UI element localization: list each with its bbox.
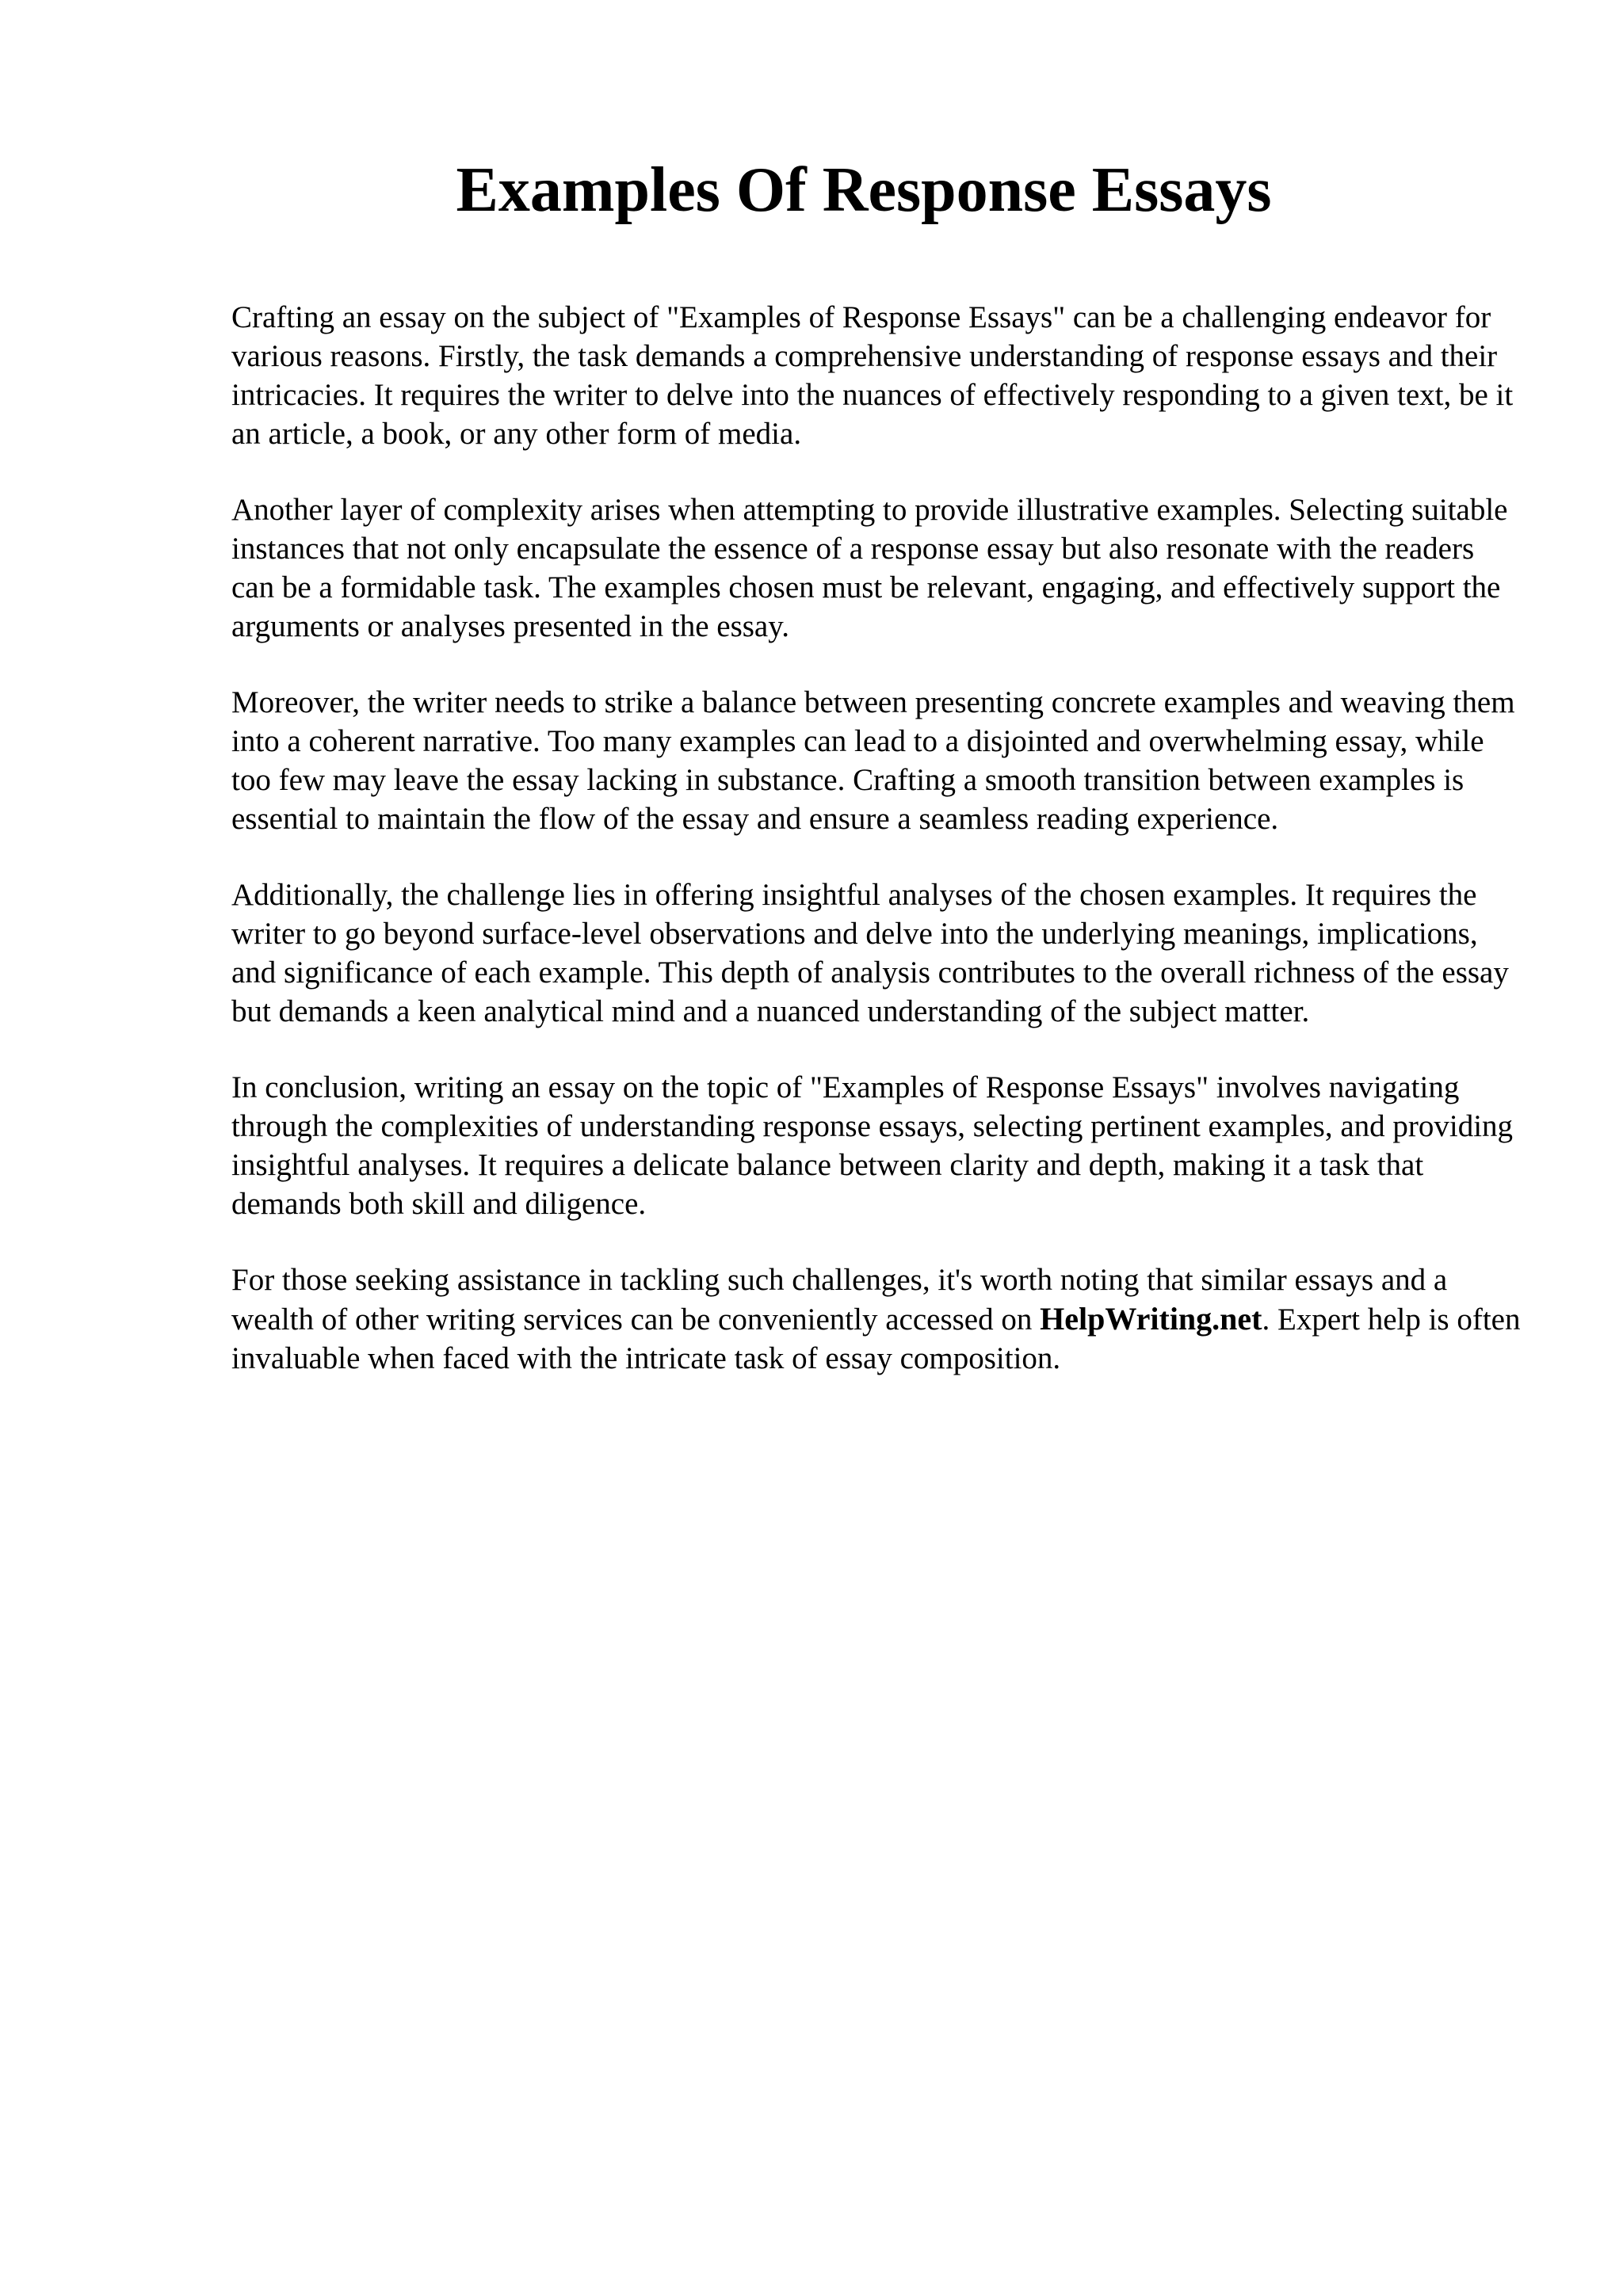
paragraph-1: Crafting an essay on the subject of "Examples of Response Essays" can be a challenging endeavor for various reasons. Firstly, the task demands a comprehensive understanding of response essays and their intricacies. It requires the writer to delve into the nuances of effectively responding to a given text, be it an article, a book, or any other form of media. <box>231 300 1514 451</box>
paragraph-3: Moreover, the writer needs to strike a balance between presenting concrete examples and weaving them into a coherent narrative. Too many examples can lead to a disjointed and overwhelming essay, while too few may leave the essay lacking in substance. Crafting a smooth transition between examples is essential to maintain the flow of the essay and ensure a seamless reading experience. <box>231 685 1515 836</box>
paragraph-4: Additionally, the challenge lies in offering insightful analyses of the chosen examples. It requires the writer to go beyond surface-level observations and delve into the underlying meanings, implications, and significance of each example. This depth of analysis contributes to the overall richness of the essay but demands a keen analytical mind and a nuanced understanding of the subject matter. <box>231 878 1509 1028</box>
closing-text-before: For those seeking assistance in tackling such challenges, it's worth noting that similar essays and a wealth of other writing services can be conveniently accessed on <box>231 1263 1448 1337</box>
closing-text-after: . Expert help is often invaluable when faced with the intricate task of essay composition. <box>231 1302 1521 1375</box>
paragraph-2: Another layer of complexity arises when attempting to provide illustrative examples. Selecting suitable instances that not only encapsulate the essence of a response essay but also resonate with the readers can be a formidable task. The examples chosen must be relevant, engaging, and effectively support the arguments or analyses presented in the essay. <box>231 493 1508 643</box>
essay-body <box>231 298 1523 1415</box>
paragraph-5: In conclusion, writing an essay on the topic of "Examples of Response Essays" involves navigating through the complexities of understanding response essays, selecting pertinent examples, and providing insightful analyses. It requires a delicate balance between clarity and depth, making it a task that demands both skill and diligence. <box>231 1070 1514 1221</box>
page-title: Examples Of Response Essays <box>456 155 1272 225</box>
closing-paragraph <box>231 1261 1523 1378</box>
helpwriting-brand-link[interactable]: HelpWriting.net <box>1040 1301 1262 1337</box>
